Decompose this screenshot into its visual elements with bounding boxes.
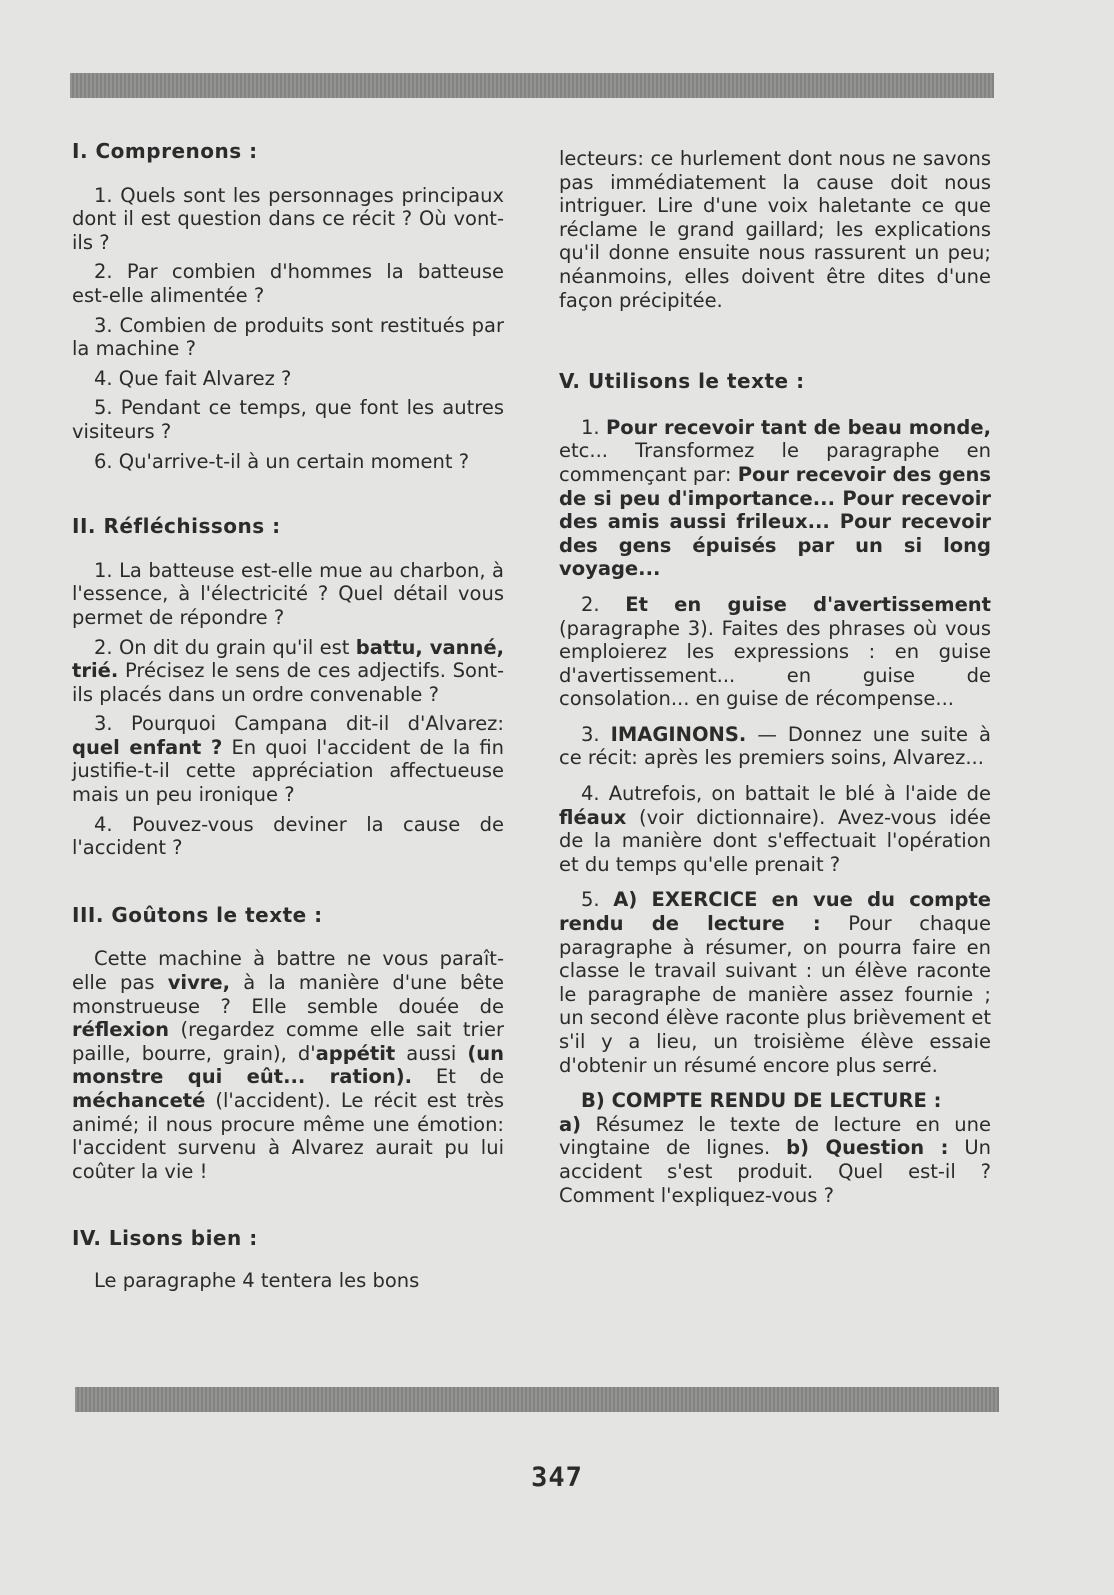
question-1-2: 2. Par combien d'hommes la batteuse est-elle alimentée ? (72, 260, 504, 307)
question-1-1: 1. Quels sont les personnages principaux dont il est question dans ce récit ? Où vont-ils ? (72, 183, 504, 254)
section-3-paragraph: Cette machine à battre ne vous paraît-elle pas vivre, à la manière d'une bête monstrueuse ? Elle semble douée de réflexion (regardez comme elle sait trier paille, bourre, grain), d'appétit aussi (un monstre qui eût... ration). Et de méchanceté (l'accident). Le récit est très animé; il nous procure même une émotion: l'accident survenu à Alvarez aurait pu lui coûter la vie ! (72, 947, 505, 1183)
bottom-decorative-bar (75, 1387, 999, 1412)
exercise-5-3: 3. IMAGINONS. — Donnez une suite à ce récit: après les premiers soins, Alvarez... (559, 722, 992, 770)
question-2-4: 4. Pouvez-vous deviner la cause de l'accident ? (72, 812, 504, 860)
exercise-5-1: 1. Pour recevoir tant de beau monde, etc... Transformez le paragraphe en commençant par: Pour recevoir des gens de si peu d'importance... Pour recevoir des amis aussi frileux... Pour recevoir des gens épuisés par un si long voyage... (559, 415, 991, 581)
exercise-5-4: 4. Autrefois, on battait le blé à l'aide de fléaux (voir dictionnaire). Avez-vous idée de la manière dont s'effectuait l'opération et du temps qu'elle prenait ? (559, 782, 991, 876)
top-decorative-bar (70, 73, 994, 98)
right-column (559, 147, 991, 1207)
section-4-paragraph-start: Le paragraphe 4 tentera les bons (94, 1268, 420, 1292)
section-4-paragraph-continued: lecteurs: ce hurlement dont nous ne savons pas immédiatement la cause doit nous intriguer. Lire d'une voix haletante ce que réclame le grand gaillard; les explications qu'il donne ensuite nous rassurent un peu; néanmoins, elles doivent être dites d'une façon précipitée. (559, 147, 991, 312)
left-column (72, 140, 504, 1293)
compte-rendu-title: B) COMPTE RENDU DE LECTURE : (581, 1089, 942, 1113)
question-1-6: 6. Qu'arrive-t-il à un certain moment ? (94, 449, 470, 473)
question-1-4: 4. Que fait Alvarez ? (94, 366, 292, 390)
question-2-1: 1. La batteuse est-elle mue au charbon, à l'essence, à l'électricité ? Quel détail vous permet de répondre ? (72, 558, 504, 629)
question-1-3: 3. Combien de produits sont restitués par la machine ? (72, 313, 504, 361)
section-title-comprenons: I. Comprenons : (72, 139, 258, 163)
compte-rendu-text: a) Résumez le texte de lecture en une vingtaine de lignes. b) Question : Un accident s'est produit. Quel est-il ? Comment l'expliquez-vous ? (559, 1112, 992, 1207)
question-2-2: 2. On dit du grain qu'il est battu, vanné, trié. Précisez le sens de ces adjectifs. Sont-ils placés dans un ordre convenable ? (72, 635, 504, 706)
question-1-5: 5. Pendant ce temps, que font les autres visiteurs ? (72, 396, 504, 443)
section-title-goutons: III. Goûtons le texte : (72, 902, 323, 927)
section-title-reflechissons: II. Réfléchissons : (72, 514, 281, 539)
page-number: 347 (531, 1462, 583, 1493)
exercise-5-2: 2. Et en guise d'avertissement (paragraphe 3). Faites des phrases où vous emploierez les expressions : en guise d'avertissement... en guise de consolation... en guise de récompense... (559, 592, 991, 711)
exercise-5-5: 5. A) EXERCICE en vue du compte rendu de lecture : Pour chaque paragraphe à résumer, on pourra faire en classe le travail suivant : un élève raconte le paragraphe de manière assez fournie ; un second élève raconte plus brièvement et s'il y a lieu, un troisième élève essaie d'obtenir un résumé encore plus serré. (559, 888, 991, 1077)
question-2-3: 3. Pourquoi Campana dit-il d'Alvarez: quel enfant ? En quoi l'accident de la fin justifie-t-il cette appréciation affectueuse mais un peu ironique ? (72, 712, 505, 807)
section-title-lisons: IV. Lisons bien : (72, 1226, 258, 1251)
section-title-utilisons: V. Utilisons le texte : (559, 369, 805, 394)
